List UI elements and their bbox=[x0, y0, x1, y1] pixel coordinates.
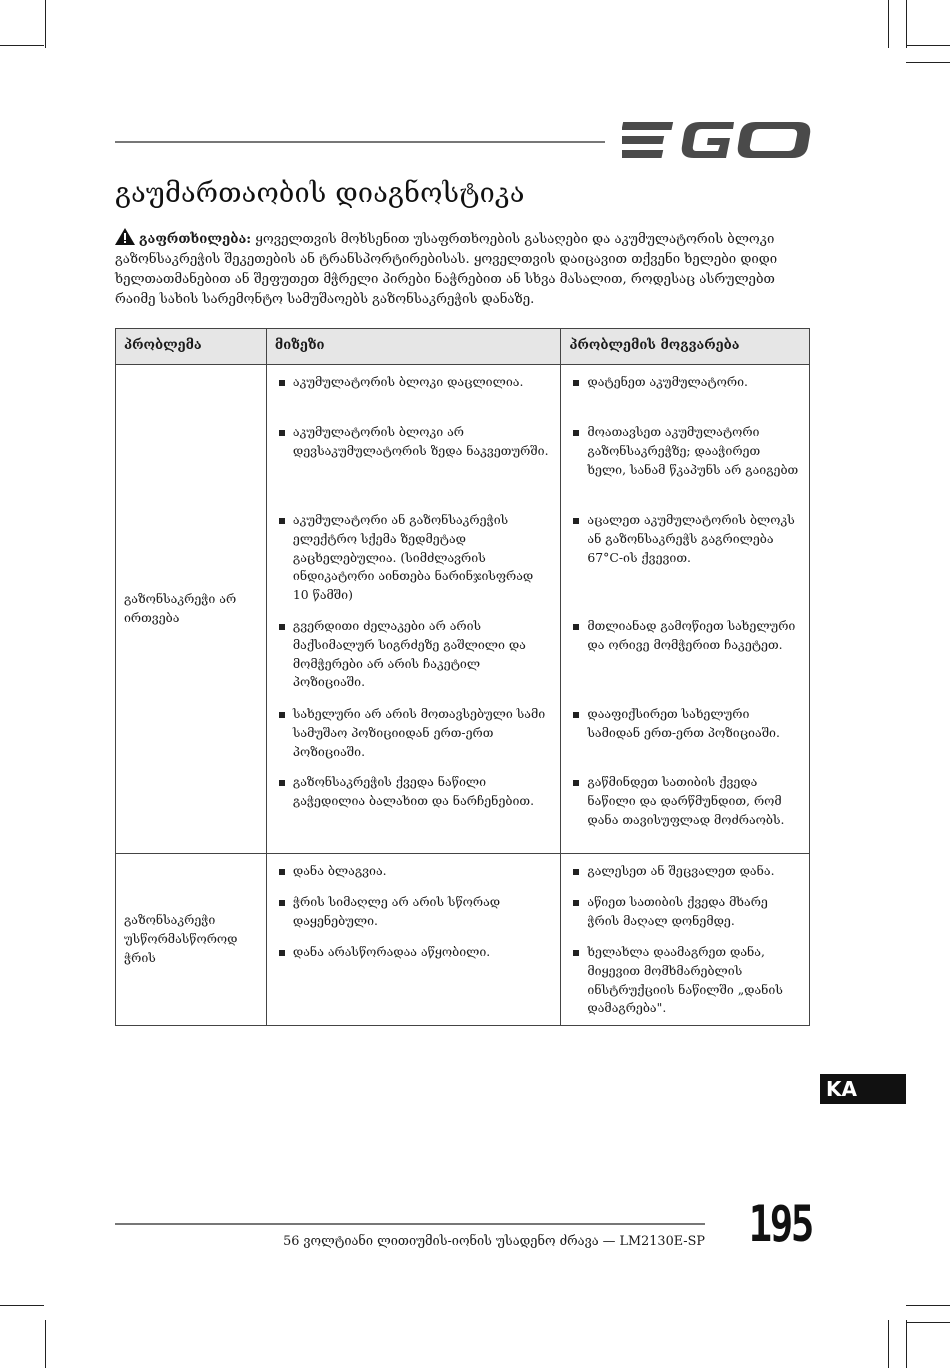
solution-item: აწიეთ სათიბის ქვედა მხარე ჭრის მაღალ დონემდე. bbox=[571, 893, 799, 943]
crop-mark bbox=[888, 1320, 889, 1368]
crop-mark bbox=[906, 1320, 907, 1368]
language-badge: KA bbox=[820, 1074, 906, 1104]
solution-item: დააფიქსირეთ სახელური სამიდან ერთ-ერთ პოზიციაში. bbox=[571, 705, 799, 773]
crop-mark bbox=[45, 1320, 46, 1368]
ego-logo bbox=[622, 118, 812, 162]
crop-mark bbox=[0, 1305, 44, 1306]
table-row bbox=[116, 365, 810, 854]
cause-item: აკუმულატორის ბლოკი არ დევსაკუმულატორის ზედა ნაკვეთურში. bbox=[277, 423, 551, 511]
crop-mark bbox=[906, 1305, 950, 1306]
solution-item: აცალეთ აკუმულატორის ბლოკს ან გაზონსაკრეჭს გაგრილება 67°C-ის ქვევით. bbox=[571, 511, 799, 617]
cause-item: გვერდითი ძელაკები არ არის მაქსიმალურ სიგრძეზე გაშლილი და მომჭერები არ არის ჩაკეტილ პოზიციაში. bbox=[277, 617, 551, 705]
footer-text: 56 ვოლტიანი ლითიუმის-იონის უსადენო ძრავა — LM2130E-SP bbox=[283, 1234, 705, 1249]
solution-item: დატენეთ აკუმულატორი. bbox=[571, 373, 799, 423]
header-cause: მიზეზი bbox=[266, 329, 561, 365]
problem-cell: გაზონსაკრეჭი უსწორმასწოროდ ჭრის bbox=[116, 854, 267, 1026]
table-row bbox=[116, 854, 810, 1026]
crop-mark bbox=[906, 0, 907, 48]
header-problem: პრობლემა bbox=[116, 329, 267, 365]
table-header-row bbox=[116, 329, 810, 365]
header-rule bbox=[115, 141, 605, 143]
crop-mark bbox=[888, 0, 889, 48]
page-title: გაუმართაობის დიაგნოსტიკა bbox=[115, 178, 525, 209]
cause-item: აკუმულატორი ან გაზონსაკრეჭის ელექტრო სქემა ზედმეტად გაცხელებულია. (სიმძლავრის ინდიკატორი აინთება ნარინჯისფრად 10 წამში) bbox=[277, 511, 551, 617]
solution-item: გალესეთ ან შეცვალეთ დანა. bbox=[571, 862, 799, 893]
crop-mark bbox=[906, 1322, 950, 1323]
cause-item: დანა არასწორადაა აწყობილი. bbox=[277, 943, 551, 1021]
crop-mark bbox=[45, 0, 46, 48]
cause-item: დანა ბლაგვია. bbox=[277, 862, 551, 893]
crop-mark bbox=[906, 62, 950, 63]
cause-item: სახელური არ არის მოთავსებული სამი სამუშაო პოზიციიდან ერთ-ერთ პოზიციაში. bbox=[277, 705, 551, 773]
warning-label: გაფრთხილება: bbox=[139, 232, 252, 247]
warning-notice bbox=[115, 228, 815, 310]
solution-cell bbox=[561, 854, 810, 1026]
solution-cell bbox=[561, 365, 810, 854]
troubleshooting-table bbox=[115, 328, 810, 1026]
crop-mark bbox=[906, 45, 950, 46]
problem-cell: გაზონსაკრეჭი არ ირთვება bbox=[116, 365, 267, 854]
cause-item: გაზონსაკრეჭის ქვედა ნაწილი გაჭედილია ბალახით და ნარჩენებით. bbox=[277, 773, 551, 849]
solution-item: მთლიანად გამოწიეთ სახელური და ორივე მომჭერით ჩაკეტეთ. bbox=[571, 617, 799, 705]
cause-cell bbox=[266, 365, 561, 854]
cause-item: ჭრის სიმაღლე არ არის სწორად დაყენებული. bbox=[277, 893, 551, 943]
page-number: 195 bbox=[748, 1195, 812, 1253]
warning-text: ყოველთვის მოხსენით უსაფრთხოების გასაღები და აკუმულატორის ბლოკი გაზონსაკრეჭის შეკეთების ან ტრანსპორტირებისას. ყოველთვის დაიცავით თქვენი ხელები დიდი ხელთათმანებით ან შეფუთეთ მჭრელი პირები ნაჭრებით ან სხვა მასალით, როდესაც ასრულებთ რაიმე სახის სარემონტო სამუშაოებს გაზონსაკრეჭის დანაზე. bbox=[115, 232, 778, 307]
solution-item: ხელახლა დაამაგრეთ დანა, მიყევით მომხმარებლის ინსტრუქციის ნაწილში „დანის დამაგრება". bbox=[571, 943, 799, 1021]
cause-cell bbox=[266, 854, 561, 1026]
header-solution: პრობლემის მოგვარება bbox=[561, 329, 810, 365]
footer-rule bbox=[115, 1223, 705, 1225]
cause-item: აკუმულატორის ბლოკი დაცლილია. bbox=[277, 373, 551, 423]
warning-triangle-icon bbox=[115, 228, 135, 245]
solution-item: გაწმინდეთ სათიბის ქვედა ნაწილი და დარწმუნდით, რომ დანა თავისუფლად მოძრაობს. bbox=[571, 773, 799, 849]
solution-item: მოათავსეთ აკუმულატორი გაზონსაკრეჭზე; დააჭირეთ ხელი, სანამ წკაპუნს არ გაიგებთ bbox=[571, 423, 799, 511]
crop-mark bbox=[0, 45, 44, 46]
